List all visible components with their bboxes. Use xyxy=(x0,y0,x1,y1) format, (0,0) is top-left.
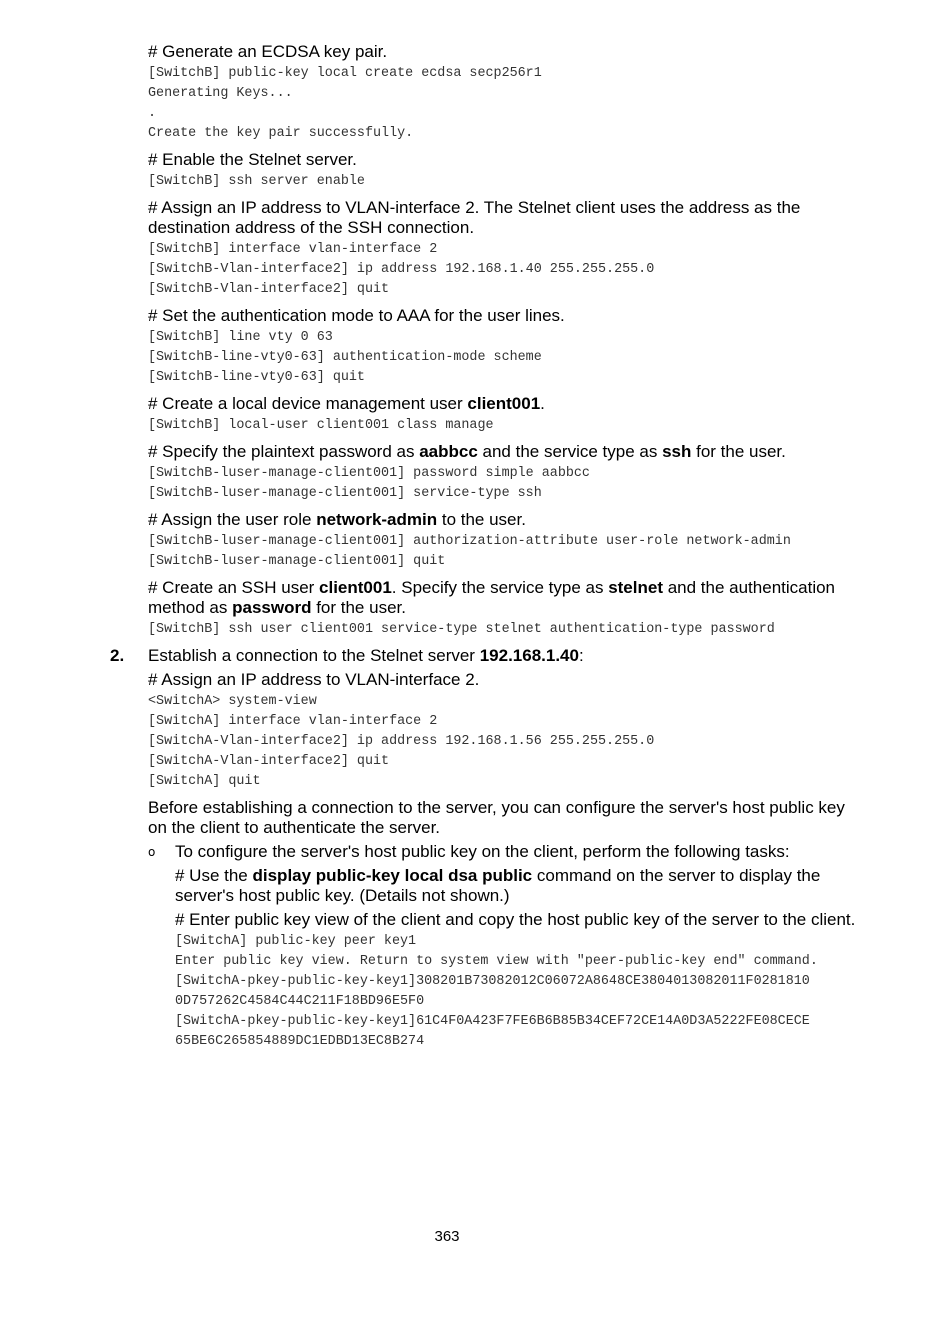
code-line: [SwitchB] ssh user client001 service-type stelnet authentication-type password xyxy=(148,622,775,637)
bullet-text: To configure the server's host public key on the client, perform the following tasks: xyxy=(175,842,790,861)
code-line: [SwitchA-pkey-public-key-key1]61C4F0A423F7FE6B6B85B34CEF72CE14A0D3A5222FE08CECE xyxy=(175,1014,810,1029)
text-run: # Assign the user role xyxy=(148,510,317,529)
code-line: Create the key pair successfully. xyxy=(148,126,414,141)
code-line: [SwitchA] interface vlan-interface 2 xyxy=(148,714,438,729)
text-run: Establish a connection to the Stelnet server xyxy=(148,646,480,665)
code-line: [SwitchB-Vlan-interface2] ip address 192.168.1.40 255.255.255.0 xyxy=(148,262,655,277)
text-run: for the user. xyxy=(691,442,786,461)
code-line: [SwitchB] public-key local create ecdsa secp256r1 xyxy=(148,66,542,81)
text-run: and the service type as xyxy=(477,442,663,461)
bold-term: client001 xyxy=(319,578,392,597)
code-line: [SwitchB-line-vty0-63] quit xyxy=(148,370,365,385)
text-run: command on the server to display the server's host public key. (Details not shown.) xyxy=(175,866,821,905)
bold-term: stelnet xyxy=(608,578,663,597)
bold-term: 192.168.1.40 xyxy=(479,646,579,665)
code-line: [SwitchB-luser-manage-client001] quit xyxy=(148,554,446,569)
code-line: [SwitchB-line-vty0-63] authentication-mode scheme xyxy=(148,350,542,365)
instruction-text xyxy=(148,442,863,462)
code-line: [SwitchA] quit xyxy=(148,774,261,789)
text-run: . xyxy=(540,394,545,413)
bold-term: ssh xyxy=(662,442,692,461)
code-line: [SwitchB-Vlan-interface2] quit xyxy=(148,282,390,297)
text-run: to the user. xyxy=(437,510,526,529)
paragraph-text: Before establishing a connection to the server, you can configure the server's host public key on the client to authenticate the server. xyxy=(148,798,845,837)
page-number: 363 xyxy=(434,1228,460,1245)
instruction-text: # Assign an IP address to VLAN-interface 2. The Stelnet client uses the address as the destination address of the SSH connection. xyxy=(148,198,801,237)
bold-term: display public-key local dsa public xyxy=(252,866,533,885)
instruction-text: # Assign an IP address to VLAN-interface 2. xyxy=(148,670,480,689)
page-body xyxy=(110,42,863,1058)
text-run: for the user. xyxy=(311,598,406,617)
bold-term: aabbcc xyxy=(419,442,478,461)
code-line: [SwitchB] local-user client001 class manage xyxy=(148,418,494,433)
code-line: [SwitchB] interface vlan-interface 2 xyxy=(148,242,438,257)
code-line: [SwitchA] public-key peer key1 xyxy=(175,934,417,949)
bullet-item xyxy=(148,842,863,1050)
step-number: 2. xyxy=(110,646,125,665)
code-line: [SwitchB] line vty 0 63 xyxy=(148,330,333,345)
code-line: [SwitchA-Vlan-interface2] quit xyxy=(148,754,390,769)
instruction-text xyxy=(148,394,863,414)
instruction-text xyxy=(148,578,863,618)
code-line: [SwitchB-luser-manage-client001] service-type ssh xyxy=(148,486,542,501)
numbered-step xyxy=(110,646,863,1050)
code-line: [SwitchA-Vlan-interface2] ip address 192.168.1.56 255.255.255.0 xyxy=(148,734,655,749)
text-run: . Specify the service type as xyxy=(391,578,609,597)
text-run: : xyxy=(578,646,584,665)
code-line: [SwitchA-pkey-public-key-key1]308201B73082012C06072A8648CE3804013082011F0281810 xyxy=(175,974,810,989)
bullet-circle-icon: o xyxy=(148,845,156,859)
text-run: # Use the xyxy=(175,866,253,885)
text-run: and the authentication method as xyxy=(148,578,836,617)
bold-term: client001 xyxy=(467,394,541,413)
bold-term: password xyxy=(232,598,312,617)
code-line: <SwitchA> system-view xyxy=(148,694,317,709)
step-title xyxy=(148,646,863,666)
code-line: 0D757262C4584C44C211F18BD96E5F0 xyxy=(175,994,425,1009)
code-line: [SwitchB-luser-manage-client001] password simple aabbcc xyxy=(148,466,590,481)
instruction-text: # Set the authentication mode to AAA for the user lines. xyxy=(148,306,565,325)
code-line: . xyxy=(148,106,157,121)
code-line: [SwitchB] ssh server enable xyxy=(148,174,365,189)
instruction-text: # Enter public key view of the client and copy the host public key of the server to the client. xyxy=(175,910,856,929)
instruction-text: # Generate an ECDSA key pair. xyxy=(148,42,388,61)
bold-term: network-admin xyxy=(316,510,438,529)
instruction-text: # Enable the Stelnet server. xyxy=(148,150,357,169)
code-line: Enter public key view. Return to system view with "peer-public-key end" command. xyxy=(175,954,818,969)
text-run: # Create an SSH user xyxy=(148,578,320,597)
code-line: [SwitchB-luser-manage-client001] authorization-attribute user-role network-admin xyxy=(148,534,791,549)
text-run: # Create a local device management user xyxy=(148,394,468,413)
code-line: Generating Keys... xyxy=(148,86,293,101)
instruction-text xyxy=(148,510,863,530)
instruction-text xyxy=(175,866,863,906)
text-run: # Specify the plaintext password as xyxy=(148,442,420,461)
code-line: 65BE6C265854889DC1EDBD13EC8B274 xyxy=(175,1034,425,1049)
